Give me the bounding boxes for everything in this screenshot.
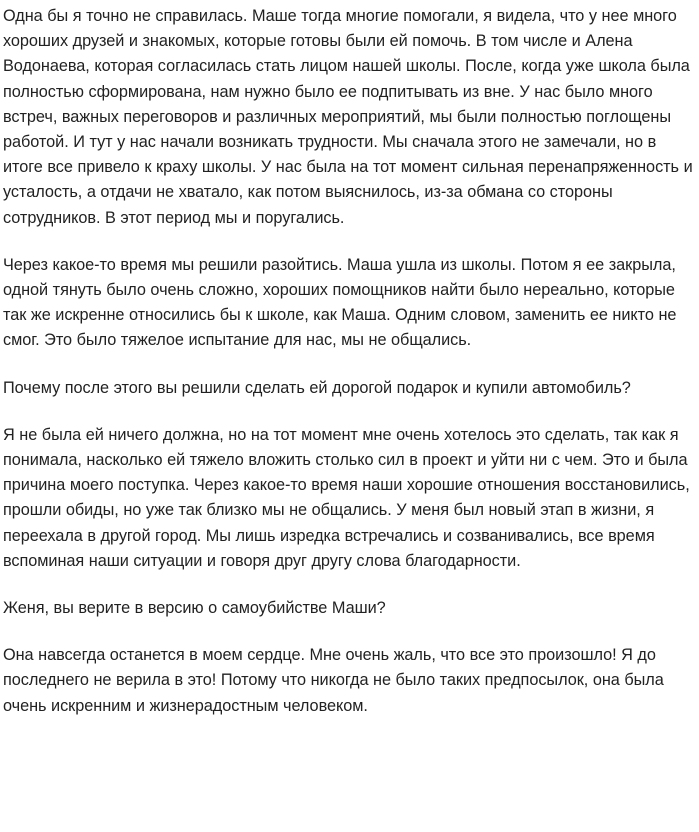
article-body [3,4,693,719]
paragraph-6: Она навсегда останется в моем сердце. Мне очень жаль, что все это произошло! Я до последнего не верила в это! Потому что никогда не было таких предпосылок, она была очень искренним и жизнерадостным человеком. [3,646,664,715]
paragraph-4: Я не была ей ничего должна, но на тот момент мне очень хотелось это сделать, так как я понимала, насколько ей тяжело вложить столько сил в проект и уйти ни с чем. Это и была причина моего поступка. Через какое-то время наши хорошие отношения восстановились, прошли обиды, но уже так близко мы не общались. У меня был новый этап в жизни, я переехала в другой город. Мы лишь изредка встречались и созванивались, все время вспоминая наши ситуации и говоря друг другу слова благодарности. [3,425,690,570]
paragraph-3-question: Почему после этого вы решили сделать ей дорогой подарок и купили автомобиль? [3,378,631,397]
paragraph-5-question: Женя, вы верите в версию о самоубийстве Маши? [3,599,386,618]
paragraph-1: Одна бы я точно не справилась. Маше тогда многие помогали, я видела, что у нее много хороших друзей и знакомых, которые готовы были ей помочь. В том числе и Алена Водонаева, которая согласилась стать лицом нашей школы. После, когда уже школа была полностью сформирована, нам нужно было ее подпитывать из вне. У нас было много встреч, важных переговоров и различных мероприятий, мы были полностью поглощены работой. И тут у нас начали возникать трудности. Мы сначала этого не замечали, но в итоге все привело к краху школы. У нас была на тот момент сильная перенапряженность и усталость, а отдачи не хватало, как потом выяснилось, из-за обмана со стороны сотрудников. В этот период мы и поругались. [3,7,693,227]
paragraph-2: Через какое-то время мы решили разойтись. Маша ушла из школы. Потом я ее закрыла, одной тянуть было очень сложно, хороших помощников найти было нереально, которые так же искренне относились бы к школе, как Маша. Одним словом, заменить ее никто не смог. Это было тяжелое испытание для нас, мы не общались. [3,255,677,350]
